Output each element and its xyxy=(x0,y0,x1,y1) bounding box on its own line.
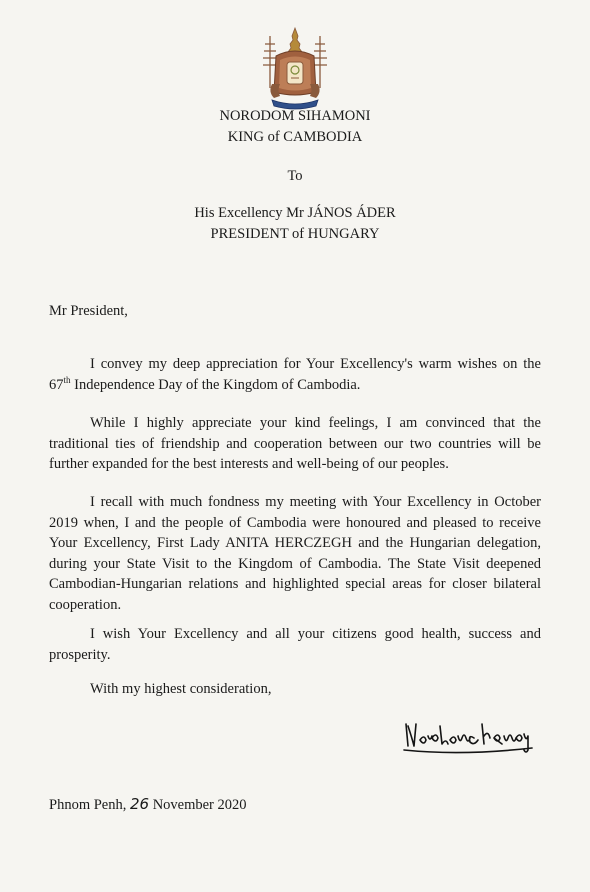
date-day-handwritten: 26 xyxy=(129,795,150,813)
handwritten-signature xyxy=(402,716,534,756)
ordinal-suffix: th xyxy=(63,374,71,385)
sender-title: KING of CAMBODIA xyxy=(227,129,363,145)
salutation: Mr President, xyxy=(49,303,128,319)
recipient-name: His Excellency Mr JÁNOS ÁDER xyxy=(194,205,396,221)
to-label: To xyxy=(287,168,303,184)
paragraph-2 xyxy=(49,413,541,475)
paragraph-3-text: I recall with much fondness my meeting with Your Excellency in October 2019 when, I and the people of Cambodia were honoured and pleased to receive Your Excellency, First Lady ANITA HERCZEGH and the Hungarian delegation, during your State Visit to the Kingdom of Cambodia. The State Visit deepened Cambodian-Hungarian relations and highlighted special areas for closer bilateral cooperation. xyxy=(49,494,541,613)
paragraph-1 xyxy=(49,354,541,395)
paragraph-1-text-b: Independence Day of the Kingdom of Cambodia. xyxy=(70,376,361,393)
closing-line: With my highest consideration, xyxy=(90,681,272,697)
paragraph-1-text-a: I convey my deep appreciation for Your Excellency's warm wishes on the 67 xyxy=(49,356,541,393)
paragraph-2-text: While I highly appreciate your kind feelings, I am convinced that the traditional ties of friendship and cooperation between our two countries will be further expanded for the best interests and well-being of our peoples. xyxy=(49,415,541,472)
date-month-year: November 2020 xyxy=(149,797,247,813)
recipient-title: PRESIDENT of HUNGARY xyxy=(210,226,380,242)
date-line xyxy=(49,795,247,814)
sender-name: NORODOM SIHAMONI xyxy=(219,108,371,124)
paragraph-3 xyxy=(49,492,541,615)
paragraph-4-text: I wish Your Excellency and all your citizens good health, success and prosperity. xyxy=(49,626,541,663)
royal-crest-icon xyxy=(262,26,328,112)
paragraph-4 xyxy=(49,624,541,665)
date-place: Phnom Penh, xyxy=(49,797,130,813)
